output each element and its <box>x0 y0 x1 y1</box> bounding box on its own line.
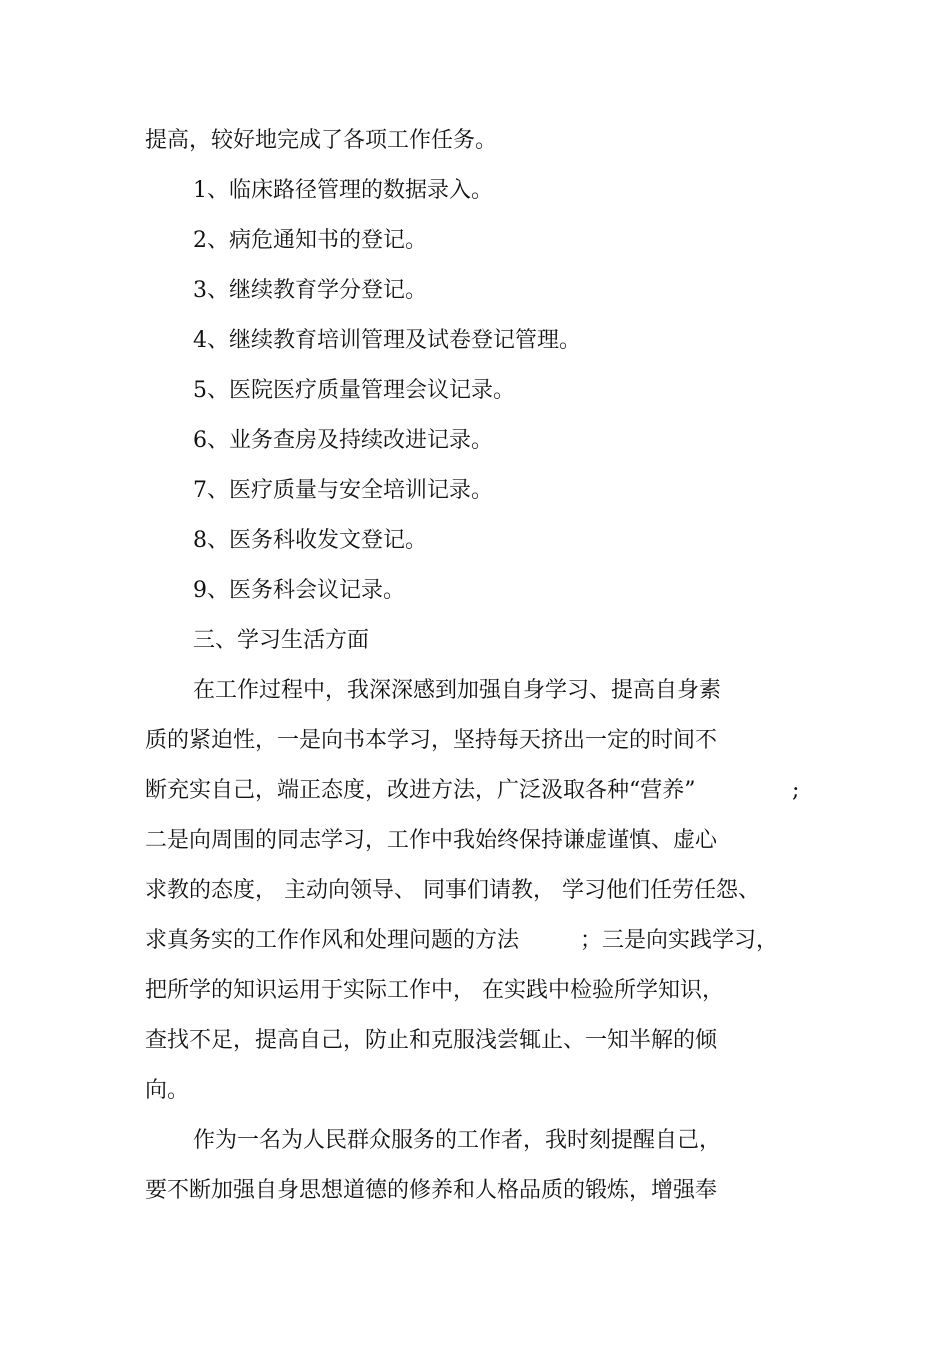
list-item: 1、临床路径管理的数据录入。 <box>193 178 493 203</box>
paragraph-line: 向。 <box>145 1078 190 1103</box>
list-item: 3、继续教育学分登记。 <box>193 278 427 303</box>
paragraph-line: 在工作过程中，我深深感到加强自身学习、提高自身素 <box>193 678 722 703</box>
paragraph-line: 二是向周围的同志学习，工作中我始终保持谦虚谨慎、虚心 <box>145 828 718 853</box>
list-item: 8、医务科收发文登记。 <box>193 528 427 553</box>
paragraph-fragment: ; <box>792 778 800 803</box>
section-heading: 三、学习生活方面 <box>193 628 370 653</box>
paragraph-line: 提高，较好地完成了各项工作任务。 <box>145 128 498 153</box>
list-item: 2、病危通知书的登记。 <box>193 228 427 253</box>
list-item: 9、医务科会议记录。 <box>193 578 405 603</box>
list-item: 6、业务查房及持续改进记录。 <box>193 428 493 453</box>
paragraph-line: 求真务实的工作作风和处理问题的方法 <box>145 928 520 953</box>
list-item: 7、医疗质量与安全培训记录。 <box>193 478 493 503</box>
paragraph-line: 作为一名为人民群众服务的工作者，我时刻提醒自己， <box>193 1128 722 1153</box>
paragraph-line: 求教的态度， 主动向领导、 同事们请教， 学习他们任劳任怨、 <box>145 878 760 903</box>
list-item: 5、医院医疗质量管理会议记录。 <box>193 378 515 403</box>
paragraph-line: 质的紧迫性，一是向书本学习，坚持每天挤出一定的时间不 <box>145 728 718 753</box>
paragraph-line: 查找不足，提高自己，防止和克服浅尝辄止、一知半解的倾 <box>145 1028 718 1053</box>
paragraph-line: 断充实自己，端正态度，改进方法，广泛汲取各种“营养” <box>145 778 696 803</box>
paragraph-fragment: ；三是向实践学习， <box>580 928 779 953</box>
paragraph-line: 把所学的知识运用于实际工作中， 在实践中检验所学知识， <box>145 978 724 1003</box>
list-item: 4、继续教育培训管理及试卷登记管理。 <box>193 328 581 353</box>
paragraph-line: 要不断加强自身思想道德的修养和人格品质的锻炼，增强奉 <box>145 1178 718 1203</box>
